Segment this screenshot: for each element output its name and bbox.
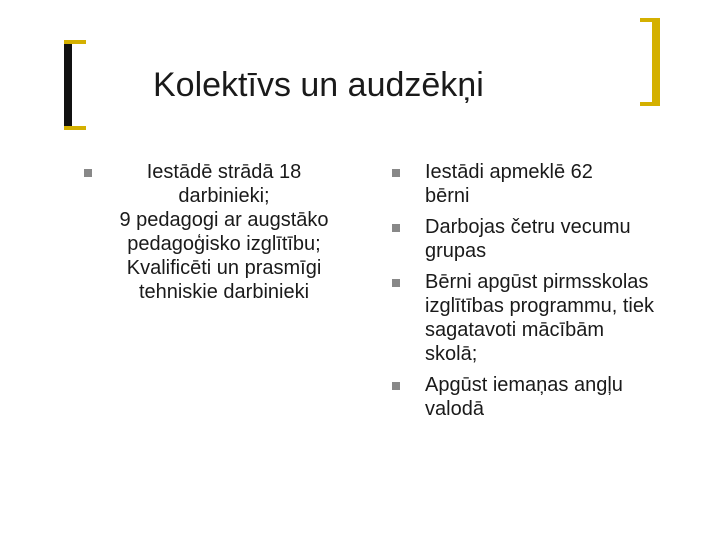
left-column	[84, 160, 364, 304]
right-list-item	[388, 270, 655, 366]
right-bracket-bar	[652, 18, 660, 106]
left-line: 9 pedagogi ar augstāko	[119, 209, 329, 231]
slide-title: Kolektīvs un audzēkņi	[153, 66, 484, 104]
right-list-item	[388, 215, 675, 263]
square-bullet-icon	[392, 382, 400, 390]
right-item-text: Darbojas četru vecumu grupas	[425, 216, 631, 262]
square-bullet-icon	[392, 169, 400, 177]
left-line: pedagoģisko izglītību;	[127, 233, 321, 255]
right-list-item	[388, 373, 675, 421]
right-item-text: Apgūst iemaņas angļu valodā	[425, 374, 623, 420]
right-list-item	[388, 160, 635, 208]
right-item-text: Iestādi apmeklē 62 bērni	[425, 161, 593, 207]
square-bullet-icon	[392, 224, 400, 232]
right-item-text: Bērni apgūst pirmsskolas izglītības programmu, tiek sagatavoti mācībām skolā;	[425, 271, 654, 365]
left-line: darbinieki;	[178, 185, 270, 207]
square-bullet-icon	[392, 279, 400, 287]
left-item-text	[84, 160, 364, 304]
right-bracket-bottom	[640, 102, 660, 106]
left-bracket-bottom	[64, 126, 86, 130]
left-list-item	[84, 160, 364, 304]
right-bracket-top	[640, 18, 660, 22]
left-line: Kvalificēti un prasmīgi	[126, 257, 322, 279]
left-line: tehniskie darbinieki	[138, 281, 310, 303]
left-line: Iestādē strādā 18	[146, 161, 302, 183]
left-bracket-bar	[64, 40, 72, 130]
square-bullet-icon	[84, 169, 92, 177]
left-bracket-top	[64, 40, 86, 44]
right-column	[388, 160, 688, 428]
